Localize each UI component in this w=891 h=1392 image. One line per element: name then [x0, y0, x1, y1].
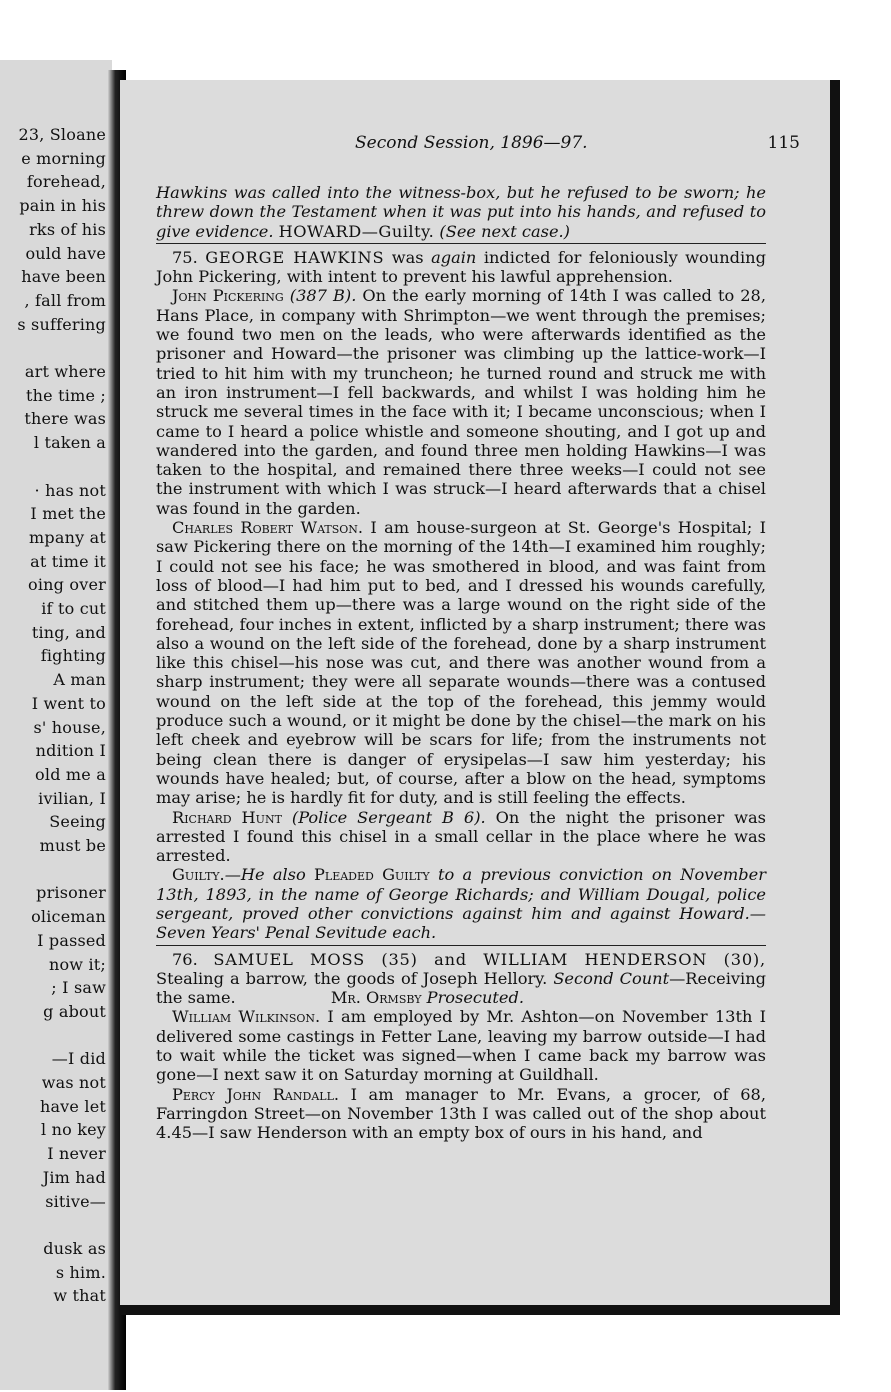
left-page-fragment: l no key — [40, 1120, 106, 1140]
left-page-fragment: if to cut — [41, 599, 106, 618]
left-page-fragment: ndition I — [35, 741, 106, 761]
left-page-fragment: must be — [39, 836, 106, 855]
testimony-text: On the night the prisoner was arrested I found this chisel in a small cellar in the place where he was arrested. — [156, 807, 766, 866]
left-page-fragment: w that — [53, 1286, 106, 1306]
case-divider — [156, 945, 766, 946]
left-page-margin — [0, 60, 112, 1390]
case75-was: was — [391, 247, 424, 267]
left-page-fragment: now it; — [48, 954, 106, 974]
left-page-fragment: art where — [24, 362, 106, 381]
page-body — [156, 183, 766, 1143]
left-page-fragment: s him. — [55, 1262, 106, 1282]
left-page-fragment: dusk as — [43, 1238, 106, 1258]
case75-number: 75. — [172, 247, 198, 267]
case75-heading — [156, 248, 766, 287]
left-page-fragment: ivilian, I — [38, 788, 106, 808]
left-page-fragment: there was — [24, 409, 106, 429]
witness-name: John Pickering — [172, 286, 284, 306]
verdict-pleaded: Pleaded Guilty — [314, 865, 430, 885]
testimony-text: I am manager to Mr. Evans, a grocer, of 68, Farringdon Street—on November 13th I was called out of the shop about 4.45—I saw Henderson with an empty box of ours in his hand, and — [156, 1084, 766, 1143]
left-page-fragment: rks of his — [29, 219, 106, 239]
left-page-fragment: was not — [41, 1073, 106, 1092]
verdict-italic: to a previous conviction on November 13th, 1893, in the name of George Richards; and William Dougal, police sergeant, proved other convictions against him and against Howard.—Seven Years' Penal Sevitude each. — [156, 865, 766, 943]
case76-second-count: Second Count — [553, 968, 670, 988]
left-page-fragment: s' house, — [33, 717, 106, 737]
left-page-fragment: mpany at — [29, 527, 106, 547]
left-page-fragment: · has not — [34, 480, 106, 500]
page-header — [120, 133, 800, 157]
testimony-randall — [156, 1085, 766, 1143]
left-page-fragment: at time it — [30, 551, 106, 571]
witness-role: (387 B). — [289, 286, 357, 306]
prosecutor-name: Mr. Ormsby — [330, 988, 422, 1008]
right-page — [120, 80, 840, 1315]
left-page-fragment: —I did — [51, 1049, 106, 1069]
testimony-text: I am employed by Mr. Ashton—on November 13th I delivered some castings in Fetter Lane, leaving my barrow outside—I had to wait while the ticket was signed—when I came back my barrow was gone—I next saw it on Saturday morning at Guildhall. — [156, 1007, 766, 1085]
left-page-fragment: ting, and — [31, 622, 106, 642]
left-page-fragment: have been — [21, 267, 106, 287]
left-page-fragment: Jim had — [42, 1167, 106, 1187]
testimony-wilkinson — [156, 1007, 766, 1084]
testimony-text: On the early morning of 14th I was called to 28, Hans Place, in company with Shrimpton—we went through the premises; we found two men on the leads, who were afterwards identified as the prisoner and Howard—the prisoner was climbing up the lattice-work—I tried to hit him with my truncheon; he turned round and struck me with an iron instrument—I fell backwards, and whilst I was holding him he struck me several times in the face with it; I became unconscious; when I came to I heard a police whistle and someone shouting, and I got up and wandered into the garden, and found three men holding Hawkins—I was taken to the hospital, and remained there three weeks—I could not see the instrument with which I was struck—I heard afterwards that a chisel was found in the garden. — [156, 286, 766, 518]
left-page-fragment: I met the — [30, 504, 106, 524]
case74-verdict: HOWARD—Guilty. — [278, 221, 435, 241]
case75-defendant: GEORGE HAWKINS — [205, 247, 385, 267]
verdict-pleaded-pre: —He also — [224, 865, 306, 885]
left-page-fragment: I never — [47, 1144, 106, 1164]
page-number: 115 — [767, 133, 800, 153]
left-page-fragment: s suffering — [17, 314, 106, 334]
case76-number: 76. — [172, 949, 198, 969]
case74-italic: Hawkins was called into the witness-box, but he refused to be sworn; he threw down the Testament when it was put into his hands, and refused to give evidence. — [156, 183, 766, 241]
left-page-fragment: I went to — [31, 693, 106, 713]
witness-name: William Wilkinson. — [172, 1007, 321, 1027]
left-page-fragment: prisoner — [36, 883, 106, 903]
verdict-label: Guilty. — [172, 865, 225, 885]
left-page-fragment: sitive— — [45, 1191, 106, 1211]
case76-defendants: SAMUEL MOSS (35) and WILLIAM HENDERSON (30), — [213, 949, 766, 969]
running-title: Second Session, 1896—97. — [355, 133, 588, 153]
testimony-watson — [156, 518, 766, 807]
left-page-fragment: , fall from — [24, 290, 106, 310]
witness-name: Charles Robert Watson. — [172, 518, 364, 538]
case76-heading — [156, 950, 766, 1008]
left-page-fragment: g about — [43, 1001, 106, 1021]
witness-role: (Police Sergeant B 6). — [291, 807, 486, 827]
left-page-fragment: I passed — [37, 930, 106, 950]
left-page-fragment: have let — [39, 1096, 106, 1116]
left-page-fragment: l taken a — [33, 433, 106, 453]
left-page-fragment: old me a — [35, 764, 106, 784]
left-page-fragment: ; I saw — [51, 978, 106, 998]
left-page-fragment: fighting — [40, 646, 106, 666]
testimony-pickering — [156, 286, 766, 518]
testimony-text: I am house-surgeon at St. George's Hospital; I saw Pickering there on the morning of the 14th—I examined him roughly; I could not see his face; he was smothered in blood, and was faint from loss of blood—I had him put to bed, and I dressed his wounds carefully, and stitched them up—there was a large wound on the right side of the forehead, four inches in extent, inflicted by a sharp instrument; there was also a wound on the left side of the forehead, done by a sharp instrument like this chisel—his nose was cut, and there was another wound from a sharp instrument; they were all separate wounds—there was a contused wound on the left side at the top of the forehead, this jemmy would produce such a wound, or it might be done by the chisel—the mark on his left cheek and eyebrow will be scars for life; from the instruments not being clean there is danger of erysipelas—I saw him yesterday; his wounds have healed; but, of course, after a blow on the head, symptoms may arise; he is hardly fit for duty, and is still feeling the effects. — [156, 518, 766, 808]
left-page-fragment: the time ; — [26, 385, 106, 405]
left-page-fragment: 23, Sloane — [18, 125, 106, 144]
left-page-fragment: forehead, — [26, 172, 106, 192]
case76-second-count-text: —Receiving the same. — [156, 968, 766, 1008]
case76-charge: Stealing a barrow, the goods of Joseph Hellory. — [156, 968, 548, 988]
left-page-fragment: Seeing — [49, 812, 106, 832]
left-page-fragment: pain in his — [19, 196, 106, 216]
left-page-fragment: A man — [53, 670, 106, 690]
left-page-fragment: e morning — [21, 148, 106, 168]
case74-note: (See next case.) — [439, 221, 570, 241]
left-page-fragment: oing over — [28, 575, 106, 595]
witness-name: Percy John Randall. — [172, 1084, 340, 1104]
case75-charge: indicted for feloniously wounding John Pickering, with intent to prevent his lawful apprehension. — [156, 247, 766, 287]
testimony-hunt — [156, 808, 766, 866]
left-page-fragment: oliceman — [31, 907, 106, 927]
case-divider — [156, 243, 766, 244]
left-page-fragment: ould have — [25, 243, 106, 263]
case74-end — [156, 183, 766, 241]
case75-verdict — [156, 865, 766, 942]
case75-again: again — [431, 247, 477, 267]
witness-name: Richard Hunt — [172, 807, 282, 827]
prosecuted-label: Prosecuted. — [426, 988, 525, 1008]
